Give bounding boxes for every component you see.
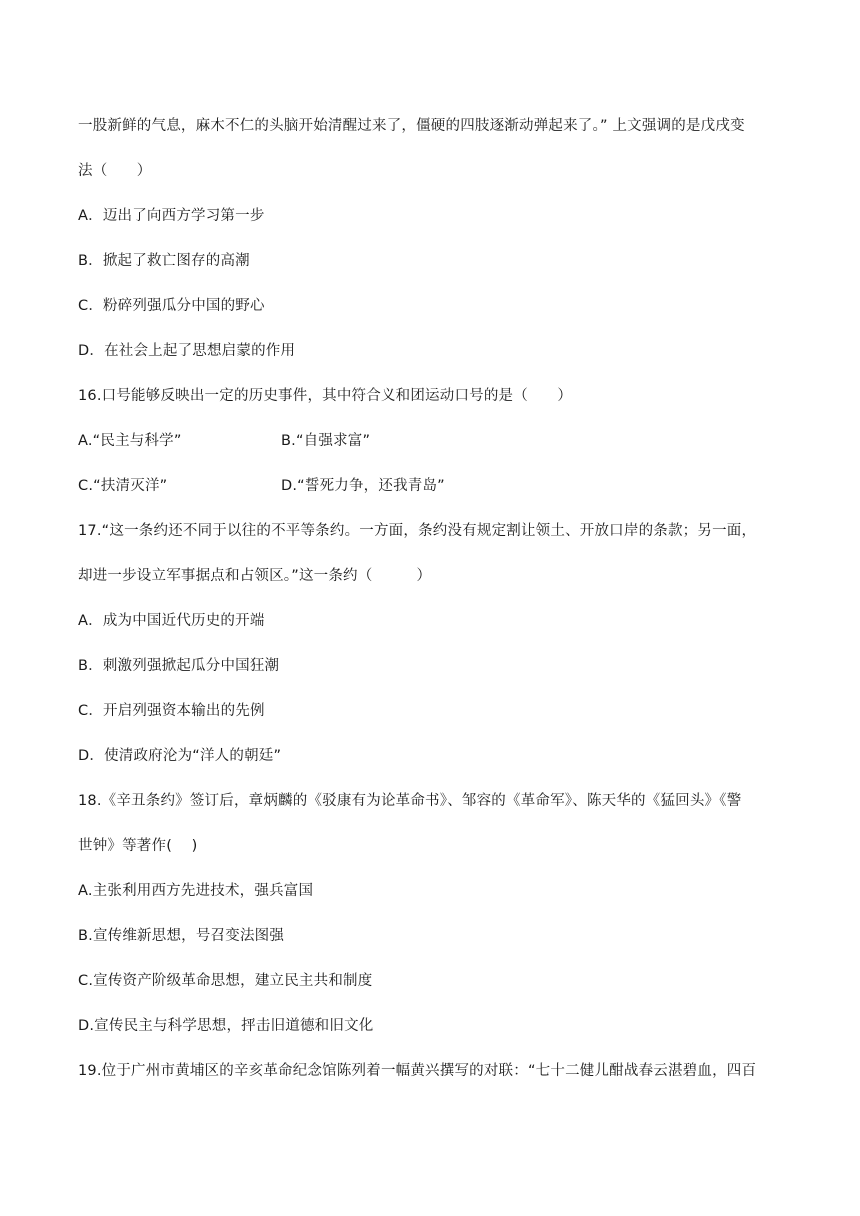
q15-stem-line-2: 法（ ） xyxy=(78,163,152,179)
q15-option-c: C．粉碎列强瓜分中国的野心 xyxy=(78,298,265,314)
q18-option-b: B.宣传维新思想，号召变法图强 xyxy=(78,928,285,944)
q15-option-a: A．迈出了向西方学习第一步 xyxy=(78,208,265,224)
q17-stem-line-1: 17.“这一条约还不同于以往的不平等条约。一方面，条约没有规定割让领土、开放口岸的条款；另一面， xyxy=(78,523,757,539)
q18-option-c: C.宣传资产阶级革命思想，建立民主共和制度 xyxy=(78,973,373,989)
q17-option-c: C．开启列强资本输出的先例 xyxy=(78,703,265,719)
q16-option-c: C.“扶清灭洋” xyxy=(78,478,168,494)
q18-option-a: A.主张利用西方先进技术，强兵富国 xyxy=(78,883,314,899)
q16-option-b: B.“自强求富” xyxy=(281,433,371,449)
q18-stem-line-1: 18.《辛丑条约》签订后，章炳麟的《驳康有为论革命书》、邹容的《革命军》、陈天华的《猛回头》《警 xyxy=(78,793,742,809)
q16-option-d: D.“誓死力争，还我青岛” xyxy=(281,478,445,494)
q15-option-d: D．在社会上起了思想启蒙的作用 xyxy=(78,343,296,359)
q17-stem-line-2: 却进一步设立军事据点和占领区。”这一条约（ ） xyxy=(78,568,432,584)
q18-option-d: D.宣传民主与科学思想，抨击旧道德和旧文化 xyxy=(78,1018,374,1034)
q17-option-d: D．使清政府沦为“洋人的朝廷” xyxy=(78,748,282,764)
q19-stem-line-1: 19.位于广州市黄埔区的辛亥革命纪念馆陈列着一幅黄兴撰写的对联：“七十二健儿酣战春云湛碧血，四百 xyxy=(78,1063,757,1079)
q17-option-a: A．成为中国近代历史的开端 xyxy=(78,613,265,629)
q16-option-a: A.“民主与科学” xyxy=(78,433,182,449)
q17-option-b: B．刺激列强掀起瓜分中国狂潮 xyxy=(78,658,280,674)
q15-option-b: B．掀起了救亡图存的高潮 xyxy=(78,253,250,269)
q15-stem-line-1: 一股新鲜的气息，麻木不仁的头脑开始清醒过来了，僵硬的四肢逐渐动弹起来了。” 上文强调的是戊戌变 xyxy=(78,118,745,134)
q18-stem-line-2: 世钟》等著作( ) xyxy=(78,838,198,854)
q16-stem: 16.口号能够反映出一定的历史事件，其中符合义和团运动口号的是（ ） xyxy=(78,388,573,404)
